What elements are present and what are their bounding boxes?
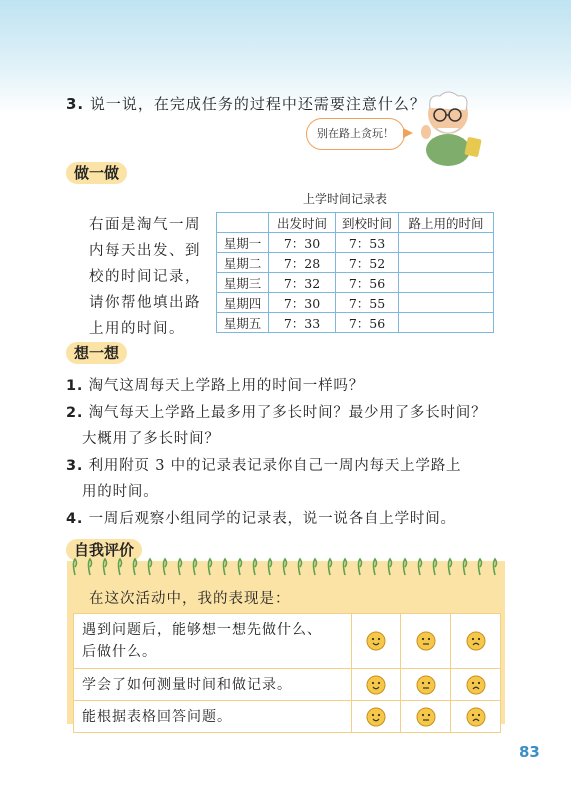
table-cell-day: 星期四 [217, 293, 269, 313]
neutral-face-icon[interactable] [401, 701, 451, 733]
table-cell-day: 星期三 [217, 273, 269, 293]
item-text: 一周后观察小组同学的记录表，说一说各自上学时间。 [83, 510, 456, 527]
do-instruction-text: 右面是淘气一周 内每天出发、到 校的时间记录， 请你帮他填出路 上用的时间。 [89, 217, 201, 337]
question-3-text: 说一说，在完成任务的过程中还需要注意什么？ [84, 95, 426, 113]
section-tag-self-eval: 自我评价 [66, 539, 142, 561]
item-number: 2. [66, 404, 84, 421]
smile-face-icon[interactable] [351, 669, 401, 701]
ring-icon [164, 559, 167, 575]
table-cell-depart: 7：30 [269, 293, 336, 313]
ring-icon [239, 559, 242, 575]
list-item [66, 373, 506, 400]
section-tag-think: 想一想 [66, 342, 127, 364]
table-header-row [217, 213, 494, 233]
table-row [217, 253, 494, 273]
table-cell-day: 星期五 [217, 313, 269, 333]
eval-statement: 学会了如何测量时间和做记录。 [74, 669, 352, 701]
table-cell-arrive: 7：53 [336, 233, 399, 253]
table-header-cell [217, 213, 269, 233]
ring-icon [104, 559, 107, 575]
ring-icon [464, 559, 467, 575]
ring-icon [284, 559, 287, 575]
sad-face-icon[interactable] [451, 701, 501, 733]
sad-face-icon[interactable] [451, 614, 501, 669]
ring-icon [119, 559, 122, 575]
ring-icon [329, 559, 332, 575]
ring-icon [299, 559, 302, 575]
ring-icon [374, 559, 377, 575]
table-row [74, 701, 501, 733]
page-number: 83 [519, 743, 540, 761]
time-record-table [216, 212, 494, 333]
table-cell-day: 星期二 [217, 253, 269, 273]
table-row [217, 293, 494, 313]
list-item [66, 453, 506, 480]
item-number: 4. [66, 510, 84, 527]
ring-icon [89, 559, 92, 575]
sad-face-icon[interactable] [451, 669, 501, 701]
table-header-cell: 到校时间 [336, 213, 399, 233]
question-3 [66, 93, 426, 114]
table-cell-depart: 7：30 [269, 233, 336, 253]
record-table-title: 上学时间记录表 [303, 192, 388, 206]
table-cell-depart: 7：33 [269, 313, 336, 333]
table-row [74, 669, 501, 701]
ring-icon [344, 559, 347, 575]
ring-icon [359, 559, 362, 575]
ring-icon [194, 559, 197, 575]
think-question-list [66, 373, 506, 532]
table-cell-arrive: 7：56 [336, 313, 399, 333]
neutral-face-icon[interactable] [401, 614, 451, 669]
ring-icon [74, 559, 77, 575]
ring-icon [149, 559, 152, 575]
eval-statement: 能根据表格回答问题。 [74, 701, 352, 733]
ring-icon [419, 559, 422, 575]
list-item [66, 506, 506, 533]
table-row [217, 273, 494, 293]
ring-icon [134, 559, 137, 575]
ring-icon [389, 559, 392, 575]
item-text: 利用附页 3 中的记录表记录你自己一周内每天上学路上 [83, 457, 462, 474]
smile-face-icon[interactable] [351, 701, 401, 733]
table-cell-duration[interactable] [399, 293, 494, 313]
item-text-continued: 大概用了多长时间？ [82, 431, 220, 447]
self-eval-notebook [67, 561, 505, 724]
ring-icon [449, 559, 452, 575]
ring-icon [314, 559, 317, 575]
table-cell-depart: 7：32 [269, 273, 336, 293]
table-cell-depart: 7：28 [269, 253, 336, 273]
ring-icon [494, 559, 497, 575]
self-eval-table [73, 613, 501, 733]
table-row [217, 233, 494, 253]
table-cell-duration[interactable] [399, 273, 494, 293]
section-tag-do: 做一做 [66, 162, 127, 184]
smile-face-icon[interactable] [351, 614, 401, 669]
ring-icon [479, 559, 482, 575]
notebook-rings [67, 557, 505, 579]
item-text-continued: 用的时间。 [82, 484, 159, 500]
speech-bubble: 别在路上贪玩！ [306, 118, 405, 150]
self-eval-lead: 在这次活动中，我的表现是： [89, 591, 291, 607]
list-item [66, 400, 506, 427]
table-header-cell: 路上用的时间 [399, 213, 494, 233]
ring-icon [434, 559, 437, 575]
table-cell-arrive: 7：56 [336, 273, 399, 293]
ring-icon [254, 559, 257, 575]
table-cell-duration[interactable] [399, 313, 494, 333]
teacher-illustration [418, 88, 488, 166]
table-cell-duration[interactable] [399, 253, 494, 273]
table-cell-day: 星期一 [217, 233, 269, 253]
ring-icon [269, 559, 272, 575]
ring-icon [404, 559, 407, 575]
table-cell-arrive: 7：55 [336, 293, 399, 313]
item-text: 淘气这周每天上学路上用的时间一样吗？ [83, 378, 365, 394]
table-row [217, 313, 494, 333]
item-text: 淘气每天上学路上最多用了多长时间？最少用了多长时间？ [83, 404, 487, 421]
ring-icon [209, 559, 212, 575]
eval-statement: 遇到问题后，能够想一想先做什么、 后做什么。 [74, 614, 352, 669]
table-cell-duration[interactable] [399, 233, 494, 253]
neutral-face-icon[interactable] [401, 669, 451, 701]
ring-icon [224, 559, 227, 575]
question-3-number: 3. [66, 95, 85, 113]
item-number: 1. [66, 378, 84, 394]
table-row [74, 614, 501, 669]
ring-icon [179, 559, 182, 575]
table-header-cell: 出发时间 [269, 213, 336, 233]
table-cell-arrive: 7：52 [336, 253, 399, 273]
item-number: 3. [66, 457, 84, 474]
